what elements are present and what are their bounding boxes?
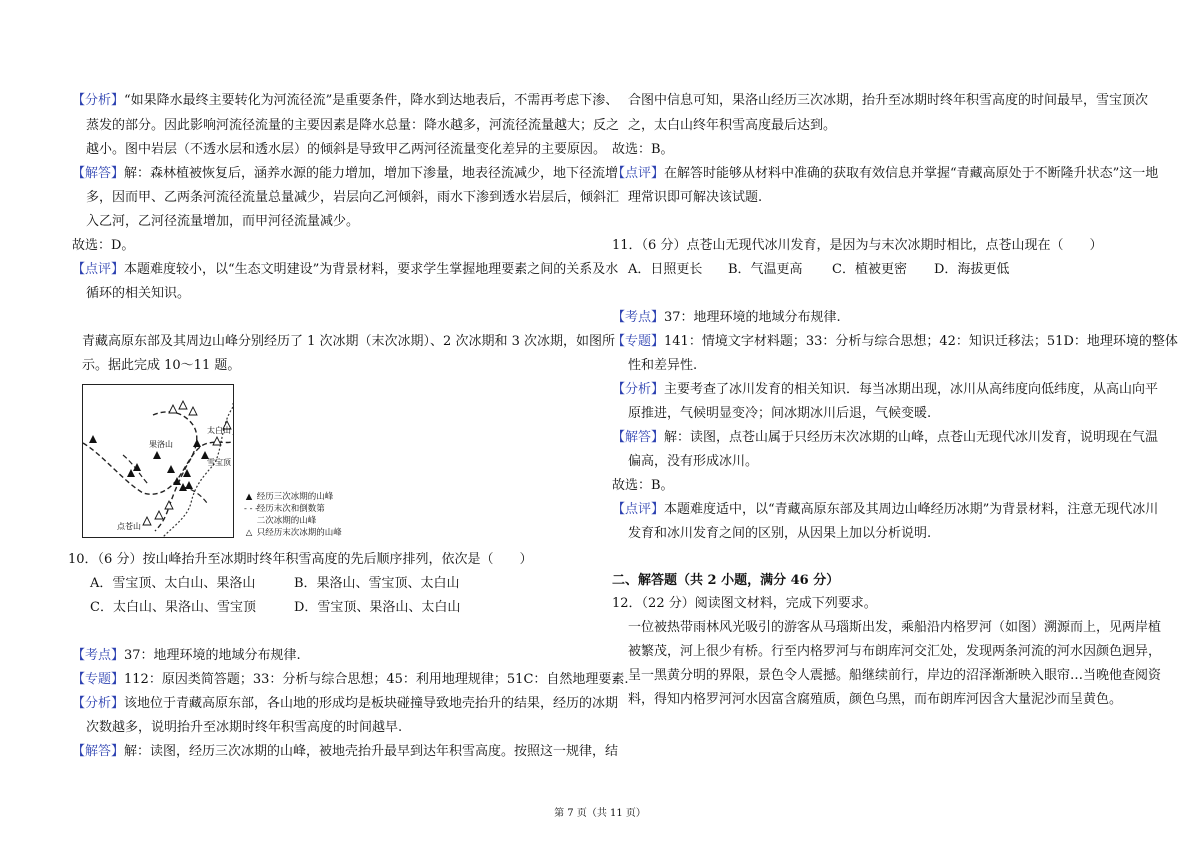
q11-comment-line-1: 【点评】本题难度适中，以“青藏高原东部及其周边山峰经历冰期”为背景材料，注意无现代冰川 [612, 502, 1159, 517]
q10-stem: 10．（6 分）按山峰抬升至冰期时终年积雪高度的先后顺序排列，依次是（ ） [68, 552, 533, 567]
peak-marker-open [155, 511, 163, 519]
peak-marker-open [213, 437, 221, 445]
q9-answer: 故选：D。 [72, 238, 135, 253]
peak-marker-filled [167, 465, 175, 473]
solution-tag: 【解答】 [72, 166, 125, 181]
q11-point-line: 【考点】37：地理环境的地域分布规律. [612, 310, 841, 325]
q11-solution-line-1: 【解答】解：读图，点苍山属于只经历末次冰期的山峰，点苍山无现代冰川发育，说明现在气温 [612, 430, 1159, 445]
q10-analysis-line-1: 【分析】该地位于青藏高原东部，各山地的形成均是板块碰撞导致地壳抬升的结果，经历的冰期 [72, 696, 619, 711]
solution-tag: 【解答】 [612, 430, 665, 445]
intro-line-2: 示。据此完成 10～11 题。 [82, 358, 241, 373]
topic-tag: 【专题】 [612, 334, 665, 349]
label-taibai: 太白山 [207, 426, 231, 435]
section-2-title: 二、解答题（共 2 小题，满分 46 分） [612, 573, 840, 588]
q9-comment-line-1: 【点评】本题难度较小，以“生态文明建设”为背景材料，要求学生掌握地理要素之间的关系及水 [72, 262, 619, 277]
peak-marker-filled [185, 481, 193, 489]
q9-analysis-line-1: 【分析】“如果降水最终主要转化为河流径流”是重要条件，降水到达地表后，不需再考虑下渗、 [72, 93, 619, 108]
legend-item: 二次冰期的山峰 [256, 516, 317, 526]
q12-text-line-4: 料，得知内格罗河河水因富含腐殖质，颜色乌黑，而布朗库河因含大量泥沙而呈黄色。 [628, 692, 1123, 707]
q9-solution-line-1: 【解答】解：森林植被恢复后，涵养水源的能力增加，增加下渗量，地表径流减少，地下径流增 [72, 166, 619, 181]
point-tag: 【考点】 [612, 310, 665, 325]
q10-option-a: A．雪宝顶、太白山、果洛山 [90, 576, 256, 591]
q9-solution-line-2: 多，因而甲、乙两条河流径流量总量减少，岩层向乙河倾斜，雨水下渗到透水岩层后，倾斜汇 [86, 190, 620, 205]
analysis-tag: 【分析】 [72, 696, 125, 711]
intro-line-1: 青藏高原东部及其周边山峰分别经历了 1 次冰期（末次冰期）、2 次冰期和 3 次冰期，如图所 [82, 334, 615, 349]
q11-solution-line-2: 偏高，没有形成冰川。 [628, 454, 759, 469]
peak-marker-filled [193, 439, 201, 447]
q9-comment-line-2: 循环的相关知识。 [86, 286, 191, 301]
page-footer: 第 7 页（共 11 页） [554, 808, 646, 819]
peak-marker-filled [183, 469, 191, 477]
label-guoluo: 果洛山 [149, 440, 173, 449]
q10-comment-line-1: 【点评】在解答时能够从材料中准确的获取有效信息并掌握“青藏高原处于不断隆升状态”这一地 [612, 166, 1159, 181]
q11-option-b: B．气温更高 [728, 262, 803, 277]
comment-tag: 【点评】 [72, 262, 125, 277]
legend-item: △ 只经历末次冰期的山峰 [245, 528, 342, 538]
q10-solution-line-1: 【解答】解：读图，经历三次冰期的山峰，被地壳抬升最早到达年积雪高度。按照这一规律，结 [72, 744, 619, 759]
q9-solution-line-3: 入乙河，乙河径流量增加，而甲河径流量减少。 [86, 214, 360, 229]
q12-text-line-3: 呈一黑黄分明的界限，景色令人震撼。船继续前行，岸边的沼泽渐渐映入眼帘…当晚他查阅资 [628, 668, 1162, 683]
q11-topic-line-2: 性和差异性. [628, 358, 698, 373]
peak-marker-filled [153, 451, 161, 459]
label-diancang: 点苍山 [117, 522, 141, 531]
q11-answer: 故选：B。 [612, 478, 674, 493]
topic-tag: 【专题】 [72, 672, 125, 687]
glacier-map [82, 384, 234, 538]
glacier-map-drawing [83, 385, 233, 537]
q11-topic-line-1: 【专题】141：情境文字材料题；33：分析与综合思想；42：知识迁移法；51D：地理环境的整体 [612, 334, 1178, 349]
peak-marker-open [169, 405, 177, 413]
q12-text-line-1: 一位被热带雨林风光吸引的游客从马瑙斯出发，乘船沿内格罗河（如图）溯源而上，见两岸植 [628, 620, 1162, 635]
q11-stem: 11．（6 分）点苍山无现代冰川发育，是因为与末次冰期时相比，点苍山现在（ ） [612, 238, 1103, 253]
legend-item: - - - 经历末次和倒数第 [244, 504, 325, 514]
peak-marker-filled [89, 435, 97, 443]
q12-stem: 12．（22 分）阅读图文材料，完成下列要求。 [612, 596, 877, 611]
q10-topic-line: 【专题】112：原因类简答题；33：分析与综合思想；45：利用地理规律；51C：自然地理要素. [72, 672, 629, 687]
q12-text-line-2: 被繁茂，河上很少有桥。行至内格罗河与布朗库河交汇处，发现两条河流的河水因颜色迥异， [628, 644, 1162, 659]
q11-analysis-line-1: 【分析】主要考查了冰川发育的相关知识．每当冰期出现，冰川从高纬度向低纬度，从高山向平 [612, 382, 1159, 397]
peak-marker-open [143, 517, 151, 525]
q10-option-c: C．太白山、果洛山、雪宝顶 [90, 600, 256, 615]
comment-tag: 【点评】 [612, 502, 665, 517]
q10-point-line: 【考点】37：地理环境的地域分布规律. [72, 648, 301, 663]
q10-answer: 故选：B。 [612, 142, 674, 157]
q11-comment-line-2: 发育和冰川发育之间的区别，从因果上加以分析说明. [628, 526, 932, 541]
q11-option-c: C．植被更密 [832, 262, 907, 277]
q10-solution-line-3: 之，太白山终年积雪高度最后达到。 [628, 118, 837, 133]
q11-option-a: A．日照更长 [628, 262, 703, 277]
q10-solution-line-2: 合图中信息可知，果洛山经历三次冰期，抬升至冰期时终年积雪高度的时间最早，雪宝顶次 [628, 93, 1149, 108]
peak-marker-open [165, 501, 173, 509]
q10-option-b: B．果洛山、雪宝顶、太白山 [294, 576, 460, 591]
comment-tag: 【点评】 [612, 166, 665, 181]
q11-analysis-line-2: 原推进，气候明显变冷；间冰期冰川后退，气候变暖. [628, 406, 932, 421]
analysis-tag: 【分析】 [612, 382, 665, 397]
peak-marker-open [179, 401, 187, 409]
q10-option-d: D．雪宝顶、果洛山、太白山 [294, 600, 461, 615]
q10-analysis-line-2: 次数越多，说明抬升至冰期时终年积雪高度的时间越早. [86, 720, 403, 735]
q10-comment-line-2: 理常识即可解决该试题. [628, 190, 763, 205]
q11-option-d: D．海拔更低 [934, 262, 1010, 277]
point-tag: 【考点】 [72, 648, 125, 663]
analysis-tag: 【分析】 [72, 93, 125, 108]
peak-marker-open [189, 407, 197, 415]
solution-tag: 【解答】 [72, 744, 125, 759]
legend-item: ▲ 经历三次冰期的山峰 [245, 492, 334, 502]
q9-analysis-line-2: 蒸发的部分。因此影响河流径流量的主要因素是降水总量：降水越多，河流径流量越大；反之 [86, 118, 620, 133]
label-xuebao: 雪宝顶 [207, 458, 231, 467]
q9-analysis-line-3: 越小。图中岩层（不透水层和透水层）的倾斜是导致甲乙两河径流量变化差异的主要原因。 [86, 142, 607, 157]
